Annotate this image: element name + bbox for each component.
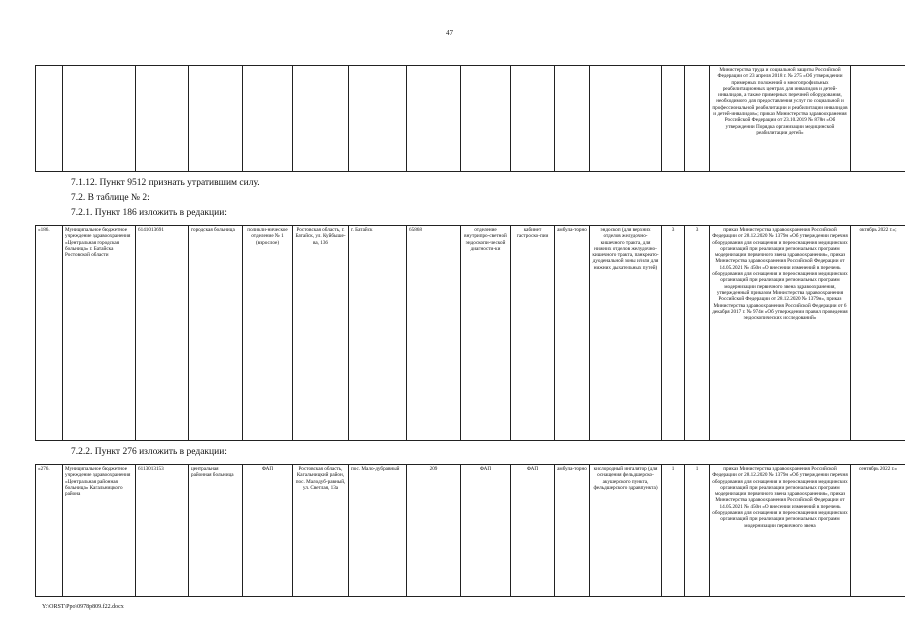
row-number: «186. bbox=[36, 226, 63, 441]
quantity-1: 3 bbox=[662, 226, 685, 441]
footer-file-path: Y:\ORST\Ppo\0978p809.f22.docx bbox=[42, 604, 124, 610]
row-number: «276. bbox=[36, 465, 63, 597]
equipment: эндоскоп (для верхних отделов желудочно-кишечного тракта, для нижних отделов желудочно-кишечного тракта, панкреато-дуоденальной зоны и/или для нижних дыхательных путей) bbox=[590, 226, 662, 441]
organization-type: центральная районная больница bbox=[189, 465, 243, 597]
department: поликли-ническое отделение № 1 (взрослое) bbox=[243, 226, 293, 441]
paragraph-7-2-1: 7.2.1. Пункт 186 изложить в редакции: bbox=[71, 208, 227, 218]
inn: 6113013153 bbox=[136, 465, 189, 597]
locality: г. Батайск bbox=[349, 226, 407, 441]
quantity-2: 1 bbox=[685, 465, 710, 597]
paragraph-7-2-2: 7.2.2. Пункт 276 изложить в редакции: bbox=[71, 447, 227, 457]
organization-name: Муниципальное бюджетное учреждение здравоохранения «Центральная районная больница» Кагальницкого района bbox=[63, 465, 136, 597]
table-row-186 bbox=[35, 225, 905, 441]
locality: пос. Мало-дубравный bbox=[349, 465, 407, 597]
top-table bbox=[35, 65, 905, 172]
unit: отделение внутрипро-светной эндоскопи-ческой диагности-ки bbox=[461, 226, 511, 441]
equipment: кислородный ингалятор (для оснащения фельдшерско-акушерского пункта, фельдшерского здравпункта) bbox=[590, 465, 662, 597]
address: Ростовская область, г. Батайск, ул. Куйбыше-ва, 136 bbox=[293, 226, 349, 441]
department: ФАП bbox=[243, 465, 293, 597]
paragraph-7-1-12: 7.1.12. Пункт 9512 признать утратившим силу. bbox=[71, 178, 260, 188]
address: Ростовская область, Кагальницкий район, пос. Малодуб-равный, ул. Светлая, 13а bbox=[293, 465, 349, 597]
paragraph-7-2: 7.2. В таблице № 2: bbox=[71, 193, 150, 203]
care-type: амбула-торно bbox=[555, 226, 590, 441]
quantity-1: 1 bbox=[662, 465, 685, 597]
room: ФАП bbox=[511, 465, 555, 597]
date: сентябрь 2022 г.» bbox=[851, 465, 905, 597]
room: кабинет гастроско-пии bbox=[511, 226, 555, 441]
population: 209 bbox=[407, 465, 461, 597]
page-number: 47 bbox=[446, 29, 453, 37]
care-type: амбула-торно bbox=[555, 465, 590, 597]
organization-name: Муниципальное бюджетное учреждение здравоохранения «Центральная городская больница» г. Батайска Ростовской области bbox=[63, 226, 136, 441]
inn: 6141013691 bbox=[136, 226, 189, 441]
basis-text: приказ Министерства здравоохранения Российской Федерации от 28.12.2020 № 1379н «Об утверждении перечня оборудования для оснащения и переоснащения медицинских организаций при реализации региональных программ модернизации первичного звена здравоохранения», приказ Министерства здравоохранения Российской Федерации от 14.05.2021 № 450н «О внесении изменений в перечень оборудования для оснащения и переоснащения медицинских организаций при реализации региональных программ модернизации первичного звена здравоохранения, утвержденный приказом Министерства здравоохранения Российской Федерации от 28.12.2020 № 1379н», приказ Министерства здравоохранения Российской Федерации от 6 декабря 2017 г. № 974н «Об утверждении правил проведения эндоскопических исследований» bbox=[710, 226, 851, 441]
date: октябрь 2022 г.»; bbox=[851, 226, 905, 441]
organization-type: городская больница bbox=[189, 226, 243, 441]
table-row-276 bbox=[35, 464, 905, 597]
basis-text: приказ Министерства здравоохранения Российской Федерации от 28.12.2020 № 1379н «Об утверждении перечня оборудования для оснащения и переоснащения медицинских организаций при реализации региональных программ модернизации первичного звена здравоохранения», приказ Министерства здравоохранения Российской Федерации от 14.05.2021 № 450н «О внесении изменений в перечень оборудования для оснащения и переоснащения медицинских организаций при реализации региональных программ модернизации первичного звена bbox=[710, 465, 851, 597]
unit: ФАП bbox=[461, 465, 511, 597]
law-text-cell: Министерства труда и социальной защиты Российской Федерации от 23 апреля 2018 г. № 275 «Об утверждении примерных положений о многопрофильных реабилитационных центрах для инвалидов и детей-инвалидов, а также примерных перечней оборудования, необходимого для предоставления услуг по социальной и профессиональной реабилитации и реабилитации инвалидов и детей-инвалидов»; приказ Министерства здравоохранения Российской Федерации от 23.10.2019 № 878н «Об утверждении Порядка организации медицинской реабилитации детей» bbox=[710, 66, 851, 172]
population: 65868 bbox=[407, 226, 461, 441]
quantity-2: 3 bbox=[685, 226, 710, 441]
